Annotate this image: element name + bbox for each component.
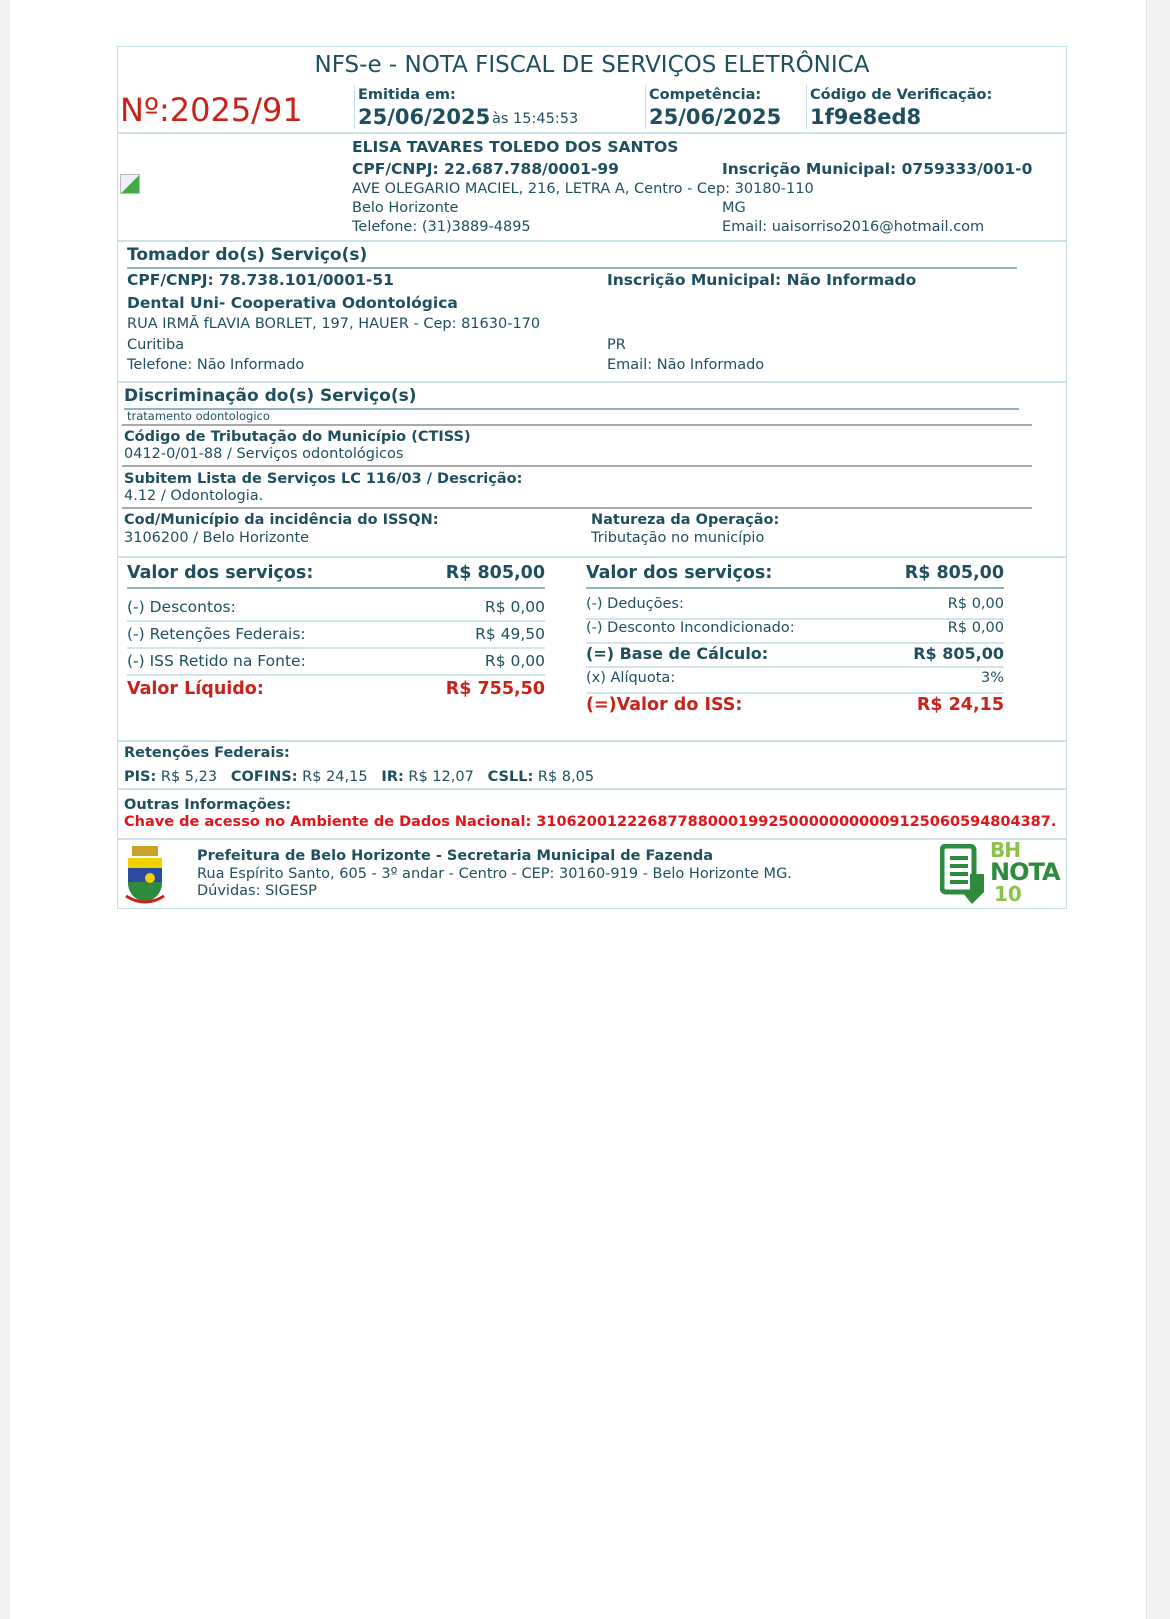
value-right-value: R$ 0,00 [947,596,1004,612]
values-section [118,558,1066,742]
value-right-label: (x) Alíquota: [586,670,676,686]
customer-heading: Tomador do(s) Serviço(s) [127,245,368,265]
logo-bh-text: BH [990,838,1020,862]
footer-line-1: Prefeitura de Belo Horizonte - Secretaria Municipal de Fazenda [197,848,714,864]
municipality-section [118,510,1066,558]
provider-email: Email: uaisorriso2016@hotmail.com [722,219,985,235]
csll-label: CSLL: [487,769,534,785]
subitem-block [122,468,1032,510]
value-left-value: R$ 0,00 [484,652,545,670]
provider-cnpj: CPF/CNPJ: 22.687.788/0001-99 [352,160,619,178]
value-right-row [586,670,1004,686]
municipality-value: 3106200 / Belo Horizonte [124,530,310,546]
row-divider [127,620,545,622]
ctiss-block [122,426,1032,468]
value-right-value: R$ 805,00 [913,644,1004,663]
customer-im: Inscrição Municipal: Não Informado [607,271,917,289]
value-right-row [586,644,1004,663]
csll-value: R$ 8,05 [537,769,595,785]
access-key: Chave de acesso no Ambiente de Dados Nacional: 310620012226877880001992500000000009125060594804387. [124,814,1057,830]
federal-withholdings-section [118,742,1066,790]
subitem-value: 4.12 / Odontologia. [124,488,264,504]
pis-value: R$ 5,23 [160,769,218,785]
provider-section [118,134,1066,242]
bh-nota-10-logo [940,840,1064,908]
provider-state: MG [722,200,746,216]
value-left-label: Valor Líquido: [127,679,264,699]
value-left-label: (-) Descontos: [127,598,236,616]
value-left-row [127,563,545,583]
ctiss-label: Código de Tributação do Município (CTISS) [124,429,471,445]
row-divider [586,666,1004,668]
service-description-section [118,383,1066,427]
municipality-label: Cod/Município da incidência do ISSQN: [124,512,439,528]
value-left-label: Valor dos serviços: [127,563,314,583]
withholdings-values [124,769,594,785]
provider-city: Belo Horizonte [352,200,459,216]
competence-label: Competência: [649,87,762,103]
row-divider [127,647,545,649]
value-left-row [127,679,545,699]
cofins-value: R$ 24,15 [302,769,368,785]
cofins-label: COFINS: [230,769,298,785]
footer-line-2: Rua Espírito Santo, 605 - 3º andar - Centro - CEP: 30160-919 - Belo Horizonte MG. [197,866,792,882]
value-left-row [127,652,545,670]
competence-date: 25/06/2025 [649,105,782,129]
value-left-value: R$ 0,00 [484,598,545,616]
issued-date: 25/06/2025 [358,105,491,129]
customer-cnpj: CPF/CNPJ: 78.738.101/0001-51 [127,271,394,289]
issued-time: às 15:45:53 [492,111,579,127]
provider-phone: Telefone: (31)3889-4895 [352,219,531,235]
value-left-value: R$ 805,00 [445,563,545,583]
belo-horizonte-coat-of-arms-icon [122,844,168,906]
withholdings-heading: Retenções Federais: [124,745,290,761]
provider-im: Inscrição Municipal: 0759333/001-0 [722,160,1033,178]
service-description-heading: Discriminação do(s) Serviço(s) [124,386,417,406]
ctiss-value: 0412-0/01-88 / Serviços odontológicos [124,446,404,462]
value-right-label: (=)Valor do ISS: [586,695,743,715]
customer-email: Email: Não Informado [607,357,765,373]
customer-address: RUA IRMÃ fLAVIA BORLET, 197, HAUER - Cep: 81630-170 [127,316,541,332]
document-check-icon [940,844,992,906]
footer [118,840,1066,908]
value-right-label: (-) Desconto Incondicionado: [586,620,795,636]
value-right-row [586,695,1004,715]
row-divider [127,587,545,589]
provider-name: ELISA TAVARES TOLEDO DOS SANTOS [352,138,679,156]
value-right-label: (-) Deduções: [586,596,684,612]
row-divider [586,692,1004,694]
value-right-value: 3% [980,670,1004,686]
value-right-value: R$ 805,00 [904,563,1004,583]
verification-code: 1f9e8ed8 [810,105,922,129]
ir-label: IR: [381,769,404,785]
issued-label: Emitida em: [358,87,456,103]
customer-name: Dental Uni- Cooperativa Odontológica [127,294,458,312]
customer-state: PR [607,337,626,353]
other-info-section [118,790,1066,840]
logo-nota-text: NOTA [990,858,1060,886]
broken-image-icon [120,174,140,194]
value-left-label: (-) ISS Retido na Fonte: [127,652,306,670]
value-right-value: R$ 0,00 [947,620,1004,636]
value-right-row [586,596,1004,612]
customer-section [118,242,1066,383]
ir-value: R$ 12,07 [408,769,474,785]
customer-city: Curitiba [127,337,185,353]
value-left-value: R$ 755,50 [445,679,545,699]
service-description-text: tratamento odontologico [127,409,270,423]
pis-label: PIS: [124,769,157,785]
document-title: NFS-e - NOTA FISCAL DE SERVIÇOS ELETRÔNICA [314,52,870,78]
value-left-row [127,625,545,643]
value-left-row [127,598,545,616]
scrollbar-area[interactable] [1146,0,1170,1619]
value-right-row [586,563,1004,583]
verification-label: Código de Verificação: [810,87,993,103]
value-right-label: Valor dos serviços: [586,563,773,583]
other-info-heading: Outras Informações: [124,797,292,813]
value-right-value: R$ 24,15 [916,695,1004,715]
value-right-label: (=) Base de Cálculo: [586,644,769,663]
customer-phone: Telefone: Não Informado [127,357,305,373]
nfse-document [117,46,1067,909]
page-edge-left [0,0,10,1619]
row-divider [127,674,545,676]
value-right-row [586,620,1004,636]
value-left-value: R$ 49,50 [475,625,545,643]
value-left-label: (-) Retenções Federais: [127,625,306,643]
row-divider [586,587,1004,589]
footer-line-3: Dúvidas: SIGESP [197,883,317,899]
subitem-label: Subitem Lista de Serviços LC 116/03 / Descrição: [124,471,523,487]
header-section [118,47,1066,134]
operation-nature-label: Natureza da Operação: [591,512,780,528]
invoice-number: Nº:2025/91 [120,91,303,129]
provider-address: AVE OLEGARIO MACIEL, 216, LETRA A, Centro - Cep: 30180-110 [352,181,814,197]
logo-10-text: 10 [994,882,1022,906]
operation-nature-value: Tributação no município [591,530,765,546]
